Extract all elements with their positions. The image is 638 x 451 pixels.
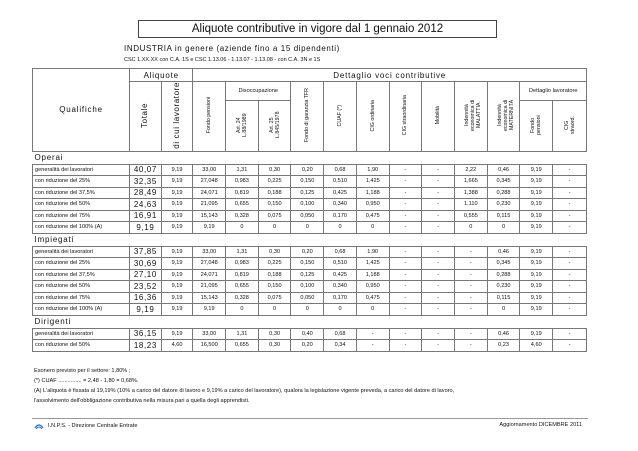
table-cell: 0,20 [291, 246, 324, 258]
table-cell: 9,19 [520, 246, 553, 258]
table-cell: - [553, 210, 587, 222]
table-cell: 0,475 [356, 210, 389, 222]
table-cell: 28,49 [130, 187, 162, 199]
header-qualifiche: Qualifiche [33, 69, 130, 152]
table-row [33, 199, 587, 211]
table-cell: 0 [226, 304, 259, 316]
table-cell: 0,225 [258, 176, 291, 188]
table-cell: 23,52 [130, 281, 162, 293]
table-cell: 9,19 [130, 222, 162, 234]
table-cell: - [454, 246, 487, 258]
table-row [33, 269, 587, 281]
table-row [33, 164, 587, 176]
table-cell: 0,510 [324, 258, 357, 270]
section-title: Dirigenti [33, 315, 587, 328]
table-cell: 0,100 [291, 199, 324, 211]
table-cell: - [454, 258, 487, 270]
table-cell: 9,19 [520, 292, 553, 304]
table-cell: 9,19 [161, 328, 193, 340]
table-cell: - [553, 176, 587, 188]
table-cell: 0 [291, 222, 324, 234]
header-cuaf: CUAF (*) [337, 104, 344, 127]
table-cell: 16,500 [193, 340, 226, 352]
table-cell: 0,30 [258, 164, 291, 176]
table-cell: - [454, 340, 487, 352]
table-cell: - [422, 281, 455, 293]
row-label: generalità dei lavoratori [33, 246, 130, 258]
table-cell: - [389, 210, 422, 222]
table-cell: 0,983 [226, 258, 259, 270]
table-cell: - [553, 246, 587, 258]
note-cuaf: (*) CUAF ............... = 2,48 - 1,80 = 0,68%. [34, 378, 139, 384]
notes [34, 366, 594, 406]
row-label: con riduzione del 25% [33, 258, 130, 270]
table-cell: - [553, 222, 587, 234]
table-cell: 0,40 [291, 328, 324, 340]
section-header [33, 315, 587, 328]
header-ind-malattia: Indennità economica di MALATTIA [463, 99, 482, 131]
table-cell: 18,23 [130, 340, 162, 352]
table-cell: 0,510 [324, 176, 357, 188]
header-fondo-tfr: Fondo di garanzia TFR [304, 88, 311, 143]
table-cell: - [553, 199, 587, 211]
table-cell: 16,91 [130, 210, 162, 222]
table-cell: 0,050 [291, 210, 324, 222]
table-cell: - [389, 304, 422, 316]
table-cell: - [422, 328, 455, 340]
row-label: generalità dei lavoratori [33, 164, 130, 176]
table-cell: 0,68 [324, 246, 357, 258]
table-cell: 0 [258, 304, 291, 316]
table-cell: 0,225 [258, 258, 291, 270]
table-cell: - [422, 222, 455, 234]
header-fondo-pensioni: Fondo pensioni [206, 97, 213, 134]
table-cell: 32,35 [130, 176, 162, 188]
table-cell: - [553, 187, 587, 199]
table-cell: 16,36 [130, 292, 162, 304]
table-cell: 0,150 [258, 281, 291, 293]
table-cell: 0,188 [258, 187, 291, 199]
table-cell: - [553, 328, 587, 340]
table-cell: 0 [291, 304, 324, 316]
table-cell: - [389, 222, 422, 234]
footer-right: Aggiornamento DICEMBRE 2011 [499, 422, 582, 428]
row-label: con riduzione del 37,5% [33, 269, 130, 281]
table-cell: - [389, 258, 422, 270]
table-cell: 9,19 [520, 187, 553, 199]
table-cell: 0,150 [291, 176, 324, 188]
table-cell: 9,19 [161, 304, 193, 316]
table-cell: 9,19 [161, 269, 193, 281]
table-cell: - [389, 269, 422, 281]
table-cell: 0,30 [258, 246, 291, 258]
table-cell: - [553, 340, 587, 352]
table-cell: 33,00 [193, 246, 226, 258]
row-label: con riduzione del 50% [33, 281, 130, 293]
table-cell: - [422, 176, 455, 188]
table-cell: 0 [487, 304, 520, 316]
table-cell: 0,23 [487, 340, 520, 352]
table-cell: - [454, 269, 487, 281]
table-cell: 1,110 [454, 199, 487, 211]
table-cell: 1,31 [226, 246, 259, 258]
table-cell: 1,31 [226, 164, 259, 176]
table-cell: - [389, 187, 422, 199]
table-cell: 0,425 [324, 187, 357, 199]
note-a-continued: l'assolvimento dell'obbligazione contributiva nella misura pari a quella degli apprendisti. [34, 398, 250, 404]
header-dettaglio: Dettaglio voci contributive [193, 69, 587, 82]
table-cell: 0,230 [487, 199, 520, 211]
table-cell: 0,46 [487, 164, 520, 176]
table-cell: 1,388 [454, 187, 487, 199]
table-row [33, 281, 587, 293]
header-di-cui-lavoratore: di cui lavoratore [172, 82, 182, 149]
table-cell: 37,85 [130, 246, 162, 258]
table-cell: 9,19 [193, 222, 226, 234]
page-title: Aliquote contributive in vigore dal 1 gennaio 2012 [138, 20, 497, 38]
table-cell: 40,07 [130, 164, 162, 176]
header-fondo-pensioni-lav: Fondo pensioni [530, 114, 543, 135]
table-cell: 1,90 [356, 246, 389, 258]
table-cell: 0,115 [487, 292, 520, 304]
table-cell: 9,19 [520, 304, 553, 316]
table-cell: - [553, 304, 587, 316]
header-art25: Art. 25 L.845/1978 [268, 111, 281, 139]
header-cig-straordinaria: CIG straordinaria [402, 95, 409, 136]
table-cell: 9,19 [161, 258, 193, 270]
table-cell: 9,19 [161, 210, 193, 222]
table-cell: 0,950 [356, 281, 389, 293]
table-cell: 24,071 [193, 269, 226, 281]
header-aliquote: Aliquote [130, 69, 193, 82]
table-cell: 0,115 [487, 210, 520, 222]
table-cell: 0 [258, 222, 291, 234]
table-cell: 0 [226, 222, 259, 234]
table-cell: 0,340 [324, 281, 357, 293]
table-cell: - [422, 164, 455, 176]
table-cell: - [422, 210, 455, 222]
table-cell: 0,68 [324, 164, 357, 176]
table-cell: - [422, 246, 455, 258]
table-cell: 0,20 [291, 340, 324, 352]
table-cell: 2,22 [454, 164, 487, 176]
table-cell: - [422, 199, 455, 211]
table-cell: 0,328 [226, 292, 259, 304]
table-cell: 1,31 [226, 328, 259, 340]
table-cell: 0,288 [487, 187, 520, 199]
table-cell: 9,19 [130, 304, 162, 316]
table-cell: 9,19 [520, 222, 553, 234]
table-cell: 9,19 [161, 222, 193, 234]
table-cell: 1,425 [356, 258, 389, 270]
table-row [33, 246, 587, 258]
row-label: generalità dei lavoratori [33, 328, 130, 340]
table-cell: 9,19 [161, 176, 193, 188]
table-cell: 0,655 [226, 281, 259, 293]
table-cell: 0,555 [454, 210, 487, 222]
table-cell: 9,19 [520, 328, 553, 340]
table-cell: 9,19 [520, 258, 553, 270]
table-cell: 1,665 [454, 176, 487, 188]
table-cell: 0,68 [324, 328, 357, 340]
table-cell: 15,143 [193, 292, 226, 304]
table-cell: 36,15 [130, 328, 162, 340]
table-cell: 9,19 [161, 246, 193, 258]
table-cell: - [454, 304, 487, 316]
table-row [33, 210, 587, 222]
table-cell: 0,34 [324, 340, 357, 352]
table-cell: 0 [356, 222, 389, 234]
table-cell: 33,00 [193, 164, 226, 176]
table-cell: 9,19 [520, 176, 553, 188]
table-cell: 30,69 [130, 258, 162, 270]
section-title: Impiegati [33, 233, 587, 246]
table-cell: 27,048 [193, 258, 226, 270]
header-ind-maternita: Indennità economica di MATERNITÀ [496, 99, 515, 131]
table-cell: 0,340 [324, 199, 357, 211]
header-disoccupazione: Disoccupazione [226, 82, 291, 101]
footer-left [34, 422, 137, 430]
table-cell: 0,20 [291, 164, 324, 176]
table-cell: - [389, 292, 422, 304]
table-cell: 0 [454, 222, 487, 234]
table-cell: 9,19 [520, 210, 553, 222]
table-cell: - [389, 328, 422, 340]
section-header [33, 151, 587, 164]
table-cell: 0,150 [258, 199, 291, 211]
table-cell: 0,288 [487, 269, 520, 281]
table-cell: 0,30 [258, 340, 291, 352]
table-cell: 0,150 [291, 258, 324, 270]
table-cell: - [389, 164, 422, 176]
table-cell: - [553, 292, 587, 304]
table-cell: 0,100 [291, 281, 324, 293]
table-cell: - [454, 328, 487, 340]
table-row [33, 258, 587, 270]
header-totale: Totale [140, 102, 150, 128]
table-cell: 0,345 [487, 258, 520, 270]
table-cell: - [553, 258, 587, 270]
table-cell: 1,188 [356, 187, 389, 199]
table-row [33, 176, 587, 188]
csc-line: CSC 1.XX.XX con C.A. 1S e CSC 1.13.06 - 1.13.07 - 1.13.08 - con C.A. 3N e 1S [124, 57, 321, 63]
table-cell: 0,46 [487, 328, 520, 340]
table-row [33, 328, 587, 340]
table-cell: 15,143 [193, 210, 226, 222]
table-cell: 0,170 [324, 292, 357, 304]
table-cell: 0,125 [291, 187, 324, 199]
row-label: con riduzione del 75% [33, 292, 130, 304]
table-cell: 0,170 [324, 210, 357, 222]
table-cell: - [389, 246, 422, 258]
footer-left-text: I.N.P.S. - Direzione Centrale Entrate [48, 423, 138, 429]
contribution-table [32, 68, 587, 352]
subtitle: INDUSTRIA in genere (aziende fino a 15 dipendenti) [124, 44, 340, 53]
table-cell: 0,188 [258, 269, 291, 281]
table-cell: 9,19 [161, 164, 193, 176]
table-cell: 21,095 [193, 199, 226, 211]
table-cell: 24,63 [130, 199, 162, 211]
table-row [33, 187, 587, 199]
table-cell: - [422, 304, 455, 316]
table-cell: 1,425 [356, 176, 389, 188]
table-cell: - [422, 340, 455, 352]
table-cell: 21,095 [193, 281, 226, 293]
table-cell: 9,19 [520, 281, 553, 293]
table-cell: 0,425 [324, 269, 357, 281]
table-cell: 0 [324, 304, 357, 316]
table-cell: - [356, 328, 389, 340]
table-cell: 9,19 [193, 304, 226, 316]
header-dettaglio-lavoratore: Dettaglio lavoratore [520, 82, 587, 101]
table-cell: - [389, 281, 422, 293]
table-cell: - [389, 340, 422, 352]
table-cell: 0,075 [258, 210, 291, 222]
row-label: con riduzione del 25% [33, 176, 130, 188]
header-art24: Art. 24 L.88/1989 [235, 112, 248, 137]
table-cell: 0,328 [226, 210, 259, 222]
table-cell: 0,983 [226, 176, 259, 188]
table-cell: - [389, 199, 422, 211]
note-a: (A) L'aliquota è fissata al 19,19% (10% a carico del datore di lavoro e 9,19% a carico del lavoratore), qualora la legislazione vigente preveda, a carico del datore di lavoro, [34, 388, 455, 394]
table-cell: 4,60 [161, 340, 193, 352]
table-cell: - [422, 187, 455, 199]
row-label: con riduzione del 50% [33, 340, 130, 352]
header-mobilita: Mobilità [435, 106, 442, 125]
table-cell: 27,10 [130, 269, 162, 281]
section-title: Operai [33, 151, 587, 164]
table-cell: 0 [356, 304, 389, 316]
table-body [33, 151, 587, 351]
table-row [33, 304, 587, 316]
table-cell: 9,19 [161, 281, 193, 293]
table-cell: - [422, 258, 455, 270]
table-cell: 1,188 [356, 269, 389, 281]
inps-logo-icon [34, 422, 44, 430]
table-row [33, 222, 587, 234]
table-cell: - [389, 176, 422, 188]
table-cell: 9,19 [520, 164, 553, 176]
table-cell: 0 [324, 222, 357, 234]
note-esonero: Esonero previsto per il settore: 1,80% ; [34, 368, 131, 374]
table-cell: 24,071 [193, 187, 226, 199]
table-cell: 9,19 [161, 292, 193, 304]
table-cell: - [553, 269, 587, 281]
table-cell: 9,19 [161, 199, 193, 211]
table-cell: 0,230 [487, 281, 520, 293]
table-cell: 9,19 [520, 199, 553, 211]
table-cell: 9,19 [161, 187, 193, 199]
row-label: con riduzione del 75% [33, 210, 130, 222]
section-header [33, 233, 587, 246]
table-row [33, 340, 587, 352]
table-cell: - [553, 164, 587, 176]
table-cell: 1,90 [356, 164, 389, 176]
table-cell: 0,950 [356, 199, 389, 211]
table-cell: 0,30 [258, 328, 291, 340]
table-row [33, 292, 587, 304]
table-cell: 0,655 [226, 199, 259, 211]
table-cell: 0,819 [226, 187, 259, 199]
table-cell: 0,125 [291, 269, 324, 281]
table-cell: 0,050 [291, 292, 324, 304]
table-cell: - [553, 281, 587, 293]
row-label: con riduzione del 50% [33, 199, 130, 211]
table-cell: 0,819 [226, 269, 259, 281]
table-cell: - [422, 269, 455, 281]
footer-divider [32, 418, 588, 419]
table-cell: 9,19 [520, 269, 553, 281]
table-cell: 0 [487, 222, 520, 234]
table-cell: 27,048 [193, 176, 226, 188]
table-cell: - [454, 292, 487, 304]
table-cell: 0,475 [356, 292, 389, 304]
table-cell: 0,46 [487, 246, 520, 258]
table-cell: 0,655 [226, 340, 259, 352]
row-label: con riduzione del 100% (A) [33, 304, 130, 316]
table-cell: 0,075 [258, 292, 291, 304]
table-cell: 0,345 [487, 176, 520, 188]
table-cell: - [454, 281, 487, 293]
table-cell: - [356, 340, 389, 352]
table-cell: 4,60 [520, 340, 553, 352]
header-cig-ordinaria: CIG ordinaria [369, 99, 376, 132]
row-label: con riduzione del 37,5% [33, 187, 130, 199]
table-cell: 33,00 [193, 328, 226, 340]
header-cig-straord-lav: CIG straord. [563, 115, 576, 134]
table-cell: - [422, 292, 455, 304]
row-label: con riduzione del 100% (A) [33, 222, 130, 234]
